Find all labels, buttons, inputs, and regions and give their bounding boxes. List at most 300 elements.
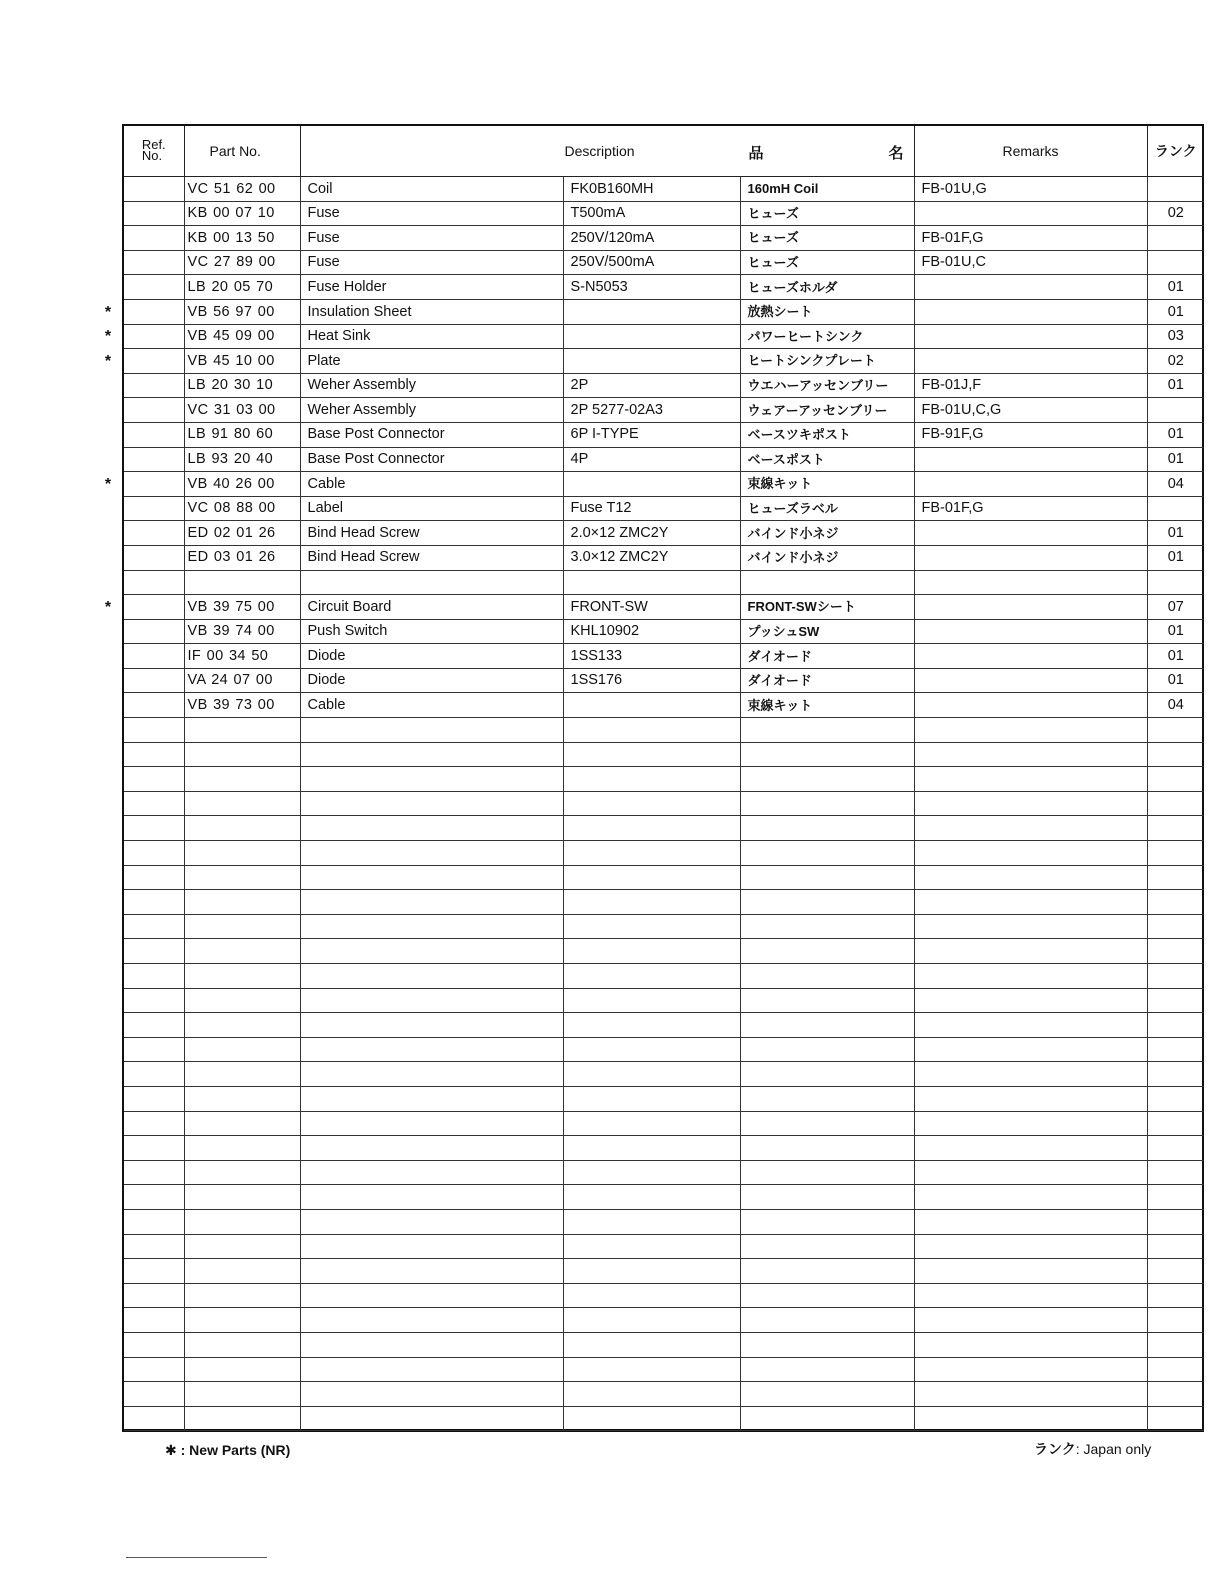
- cell-ref-no: [124, 619, 184, 644]
- legend-rank: [1034, 1439, 1151, 1459]
- empty-cell: [300, 1234, 563, 1259]
- empty-cell: [914, 1259, 1147, 1284]
- empty-cell: [740, 1283, 914, 1308]
- empty-cell: [184, 742, 300, 767]
- cell-ref-no: [124, 521, 184, 546]
- parts-list-sheet: [122, 124, 1204, 1432]
- empty-cell: [914, 767, 1147, 792]
- cell-part-no: VC 27 89 00: [184, 250, 300, 275]
- cell-ref-no: [124, 275, 184, 300]
- empty-cell: [1147, 890, 1204, 915]
- cell-part-no: VB 39 74 00: [184, 619, 300, 644]
- legend-rank-note: : Japan only: [1075, 1441, 1152, 1457]
- cell-rank: [1147, 250, 1204, 275]
- empty-cell: [563, 816, 740, 841]
- empty-cell: [184, 890, 300, 915]
- cell-rank: [1147, 177, 1204, 202]
- empty-cell: [563, 1013, 740, 1038]
- cell-japanese-name: バインド小ネジ: [740, 545, 914, 570]
- empty-cell: [124, 1382, 184, 1407]
- empty-cell: [740, 1013, 914, 1038]
- empty-cell: [184, 1062, 300, 1087]
- table-row: [124, 177, 1204, 202]
- cell-part-no: LB 20 05 70: [184, 275, 300, 300]
- cell-ref-no: [124, 422, 184, 447]
- empty-cell: [1147, 1037, 1204, 1062]
- cell-spec: [563, 570, 740, 595]
- table-body: [124, 177, 1204, 1431]
- empty-cell: [124, 1259, 184, 1284]
- empty-cell: [914, 939, 1147, 964]
- cell-description: Base Post Connector: [300, 422, 563, 447]
- empty-cell: [914, 1086, 1147, 1111]
- empty-cell: [300, 1382, 563, 1407]
- empty-table-row: [124, 1259, 1204, 1284]
- table-row: [124, 521, 1204, 546]
- cell-rank: [1147, 496, 1204, 521]
- header-remarks: Remarks: [914, 126, 1147, 177]
- cell-japanese-name: 放熱シート: [740, 299, 914, 324]
- empty-cell: [300, 1062, 563, 1087]
- empty-cell: [740, 1086, 914, 1111]
- empty-cell: [563, 1062, 740, 1087]
- empty-cell: [563, 988, 740, 1013]
- empty-cell: [300, 865, 563, 890]
- empty-cell: [563, 742, 740, 767]
- cell-spec: FRONT-SW: [563, 595, 740, 620]
- cell-part-no: VA 24 07 00: [184, 668, 300, 693]
- empty-cell: [300, 1111, 563, 1136]
- empty-cell: [1147, 1013, 1204, 1038]
- cell-rank: 01: [1147, 447, 1204, 472]
- empty-cell: [300, 1086, 563, 1111]
- empty-cell: [184, 1136, 300, 1161]
- cell-spec: T500mA: [563, 201, 740, 226]
- cell-ref-no: [124, 177, 184, 202]
- cell-part-no: KB 00 07 10: [184, 201, 300, 226]
- empty-cell: [184, 1037, 300, 1062]
- empty-cell: [563, 914, 740, 939]
- cell-spec: 1SS176: [563, 668, 740, 693]
- empty-cell: [300, 988, 563, 1013]
- cell-part-no: KB 00 13 50: [184, 226, 300, 251]
- empty-cell: [914, 1013, 1147, 1038]
- cell-japanese-name: ヒートシンクプレート: [740, 349, 914, 374]
- empty-cell: [124, 1406, 184, 1431]
- empty-cell: [300, 1259, 563, 1284]
- empty-cell: [563, 767, 740, 792]
- cell-spec: [563, 324, 740, 349]
- cell-japanese-name: ウエハーアッセンブリー: [740, 373, 914, 398]
- empty-cell: [563, 1308, 740, 1333]
- empty-table-row: [124, 865, 1204, 890]
- cell-part-no: LB 91 80 60: [184, 422, 300, 447]
- empty-cell: [563, 964, 740, 989]
- cell-rank: 04: [1147, 472, 1204, 497]
- cell-remarks: [914, 570, 1147, 595]
- empty-cell: [124, 1037, 184, 1062]
- cell-part-no: VB 45 09 00: [184, 324, 300, 349]
- empty-cell: [300, 1406, 563, 1431]
- empty-cell: [184, 767, 300, 792]
- empty-cell: [563, 718, 740, 743]
- new-part-marker: *: [104, 598, 112, 616]
- empty-table-row: [124, 914, 1204, 939]
- table-row: [124, 447, 1204, 472]
- cell-description: Cable: [300, 693, 563, 718]
- cell-spec: 1SS133: [563, 644, 740, 669]
- empty-cell: [124, 964, 184, 989]
- empty-cell: [1147, 742, 1204, 767]
- empty-cell: [914, 1037, 1147, 1062]
- cell-remarks: FB-01U,C: [914, 250, 1147, 275]
- empty-table-row: [124, 1086, 1204, 1111]
- empty-cell: [1147, 1308, 1204, 1333]
- cell-description: Fuse: [300, 201, 563, 226]
- empty-cell: [740, 939, 914, 964]
- empty-cell: [184, 791, 300, 816]
- table-row: [124, 496, 1204, 521]
- new-part-marker: *: [104, 352, 112, 370]
- table-row: [124, 226, 1204, 251]
- cell-remarks: FB-01J,F: [914, 373, 1147, 398]
- empty-cell: [914, 1382, 1147, 1407]
- empty-cell: [184, 1086, 300, 1111]
- empty-cell: [1147, 816, 1204, 841]
- empty-cell: [914, 1062, 1147, 1087]
- table-row: [124, 570, 1204, 595]
- cell-part-no: VC 51 62 00: [184, 177, 300, 202]
- cell-description: [300, 570, 563, 595]
- empty-table-row: [124, 1406, 1204, 1431]
- empty-cell: [124, 1013, 184, 1038]
- header-description: [300, 126, 914, 177]
- cell-remarks: [914, 619, 1147, 644]
- cell-part-no: VC 08 88 00: [184, 496, 300, 521]
- cell-description: Bind Head Screw: [300, 521, 563, 546]
- cell-remarks: [914, 201, 1147, 226]
- cell-description: Heat Sink: [300, 324, 563, 349]
- empty-table-row: [124, 1185, 1204, 1210]
- empty-cell: [300, 791, 563, 816]
- empty-cell: [184, 1259, 300, 1284]
- empty-cell: [184, 1332, 300, 1357]
- empty-cell: [740, 1259, 914, 1284]
- empty-cell: [740, 1160, 914, 1185]
- cell-spec: KHL10902: [563, 619, 740, 644]
- cell-ref-no: [124, 668, 184, 693]
- empty-cell: [740, 988, 914, 1013]
- cell-japanese-name: ダイオード: [740, 644, 914, 669]
- table-row: [124, 472, 1204, 497]
- cell-japanese-name: パワーヒートシンク: [740, 324, 914, 349]
- cell-part-no: VC 31 03 00: [184, 398, 300, 423]
- empty-cell: [300, 890, 563, 915]
- empty-cell: [124, 939, 184, 964]
- empty-table-row: [124, 1332, 1204, 1357]
- empty-cell: [740, 742, 914, 767]
- empty-cell: [300, 939, 563, 964]
- header-ref-no: [124, 126, 184, 177]
- empty-cell: [1147, 1111, 1204, 1136]
- header-japanese-name-2: 名: [888, 145, 904, 162]
- cell-description: Fuse: [300, 250, 563, 275]
- empty-cell: [300, 1185, 563, 1210]
- cell-ref-no: [124, 201, 184, 226]
- cell-remarks: [914, 275, 1147, 300]
- table-row: [124, 275, 1204, 300]
- empty-cell: [124, 767, 184, 792]
- cell-spec: 250V/500mA: [563, 250, 740, 275]
- cell-description: Fuse: [300, 226, 563, 251]
- empty-cell: [914, 718, 1147, 743]
- empty-cell: [914, 841, 1147, 866]
- empty-table-row: [124, 1013, 1204, 1038]
- cell-japanese-name: ヒューズ: [740, 201, 914, 226]
- cell-rank: 01: [1147, 668, 1204, 693]
- empty-cell: [124, 1111, 184, 1136]
- parts-table: [124, 126, 1204, 1431]
- cell-part-no: LB 93 20 40: [184, 447, 300, 472]
- cell-ref-no: [124, 472, 184, 497]
- empty-cell: [184, 1308, 300, 1333]
- empty-cell: [1147, 1234, 1204, 1259]
- empty-table-row: [124, 791, 1204, 816]
- cell-rank: 01: [1147, 521, 1204, 546]
- cell-part-no: [184, 570, 300, 595]
- empty-cell: [1147, 1185, 1204, 1210]
- cell-rank: [1147, 570, 1204, 595]
- empty-cell: [563, 1111, 740, 1136]
- cell-ref-no: [124, 644, 184, 669]
- empty-cell: [563, 865, 740, 890]
- empty-cell: [740, 1136, 914, 1161]
- new-part-marker: *: [104, 328, 112, 346]
- empty-cell: [1147, 1332, 1204, 1357]
- empty-cell: [914, 1283, 1147, 1308]
- empty-cell: [1147, 939, 1204, 964]
- cell-remarks: [914, 349, 1147, 374]
- empty-cell: [300, 914, 563, 939]
- header-description-label: Description: [564, 143, 635, 159]
- cell-spec: 2.0×12 ZMC2Y: [563, 521, 740, 546]
- empty-table-row: [124, 767, 1204, 792]
- table-row: [124, 373, 1204, 398]
- footer-rule: [126, 1557, 267, 1558]
- empty-cell: [914, 964, 1147, 989]
- empty-cell: [124, 865, 184, 890]
- cell-remarks: [914, 644, 1147, 669]
- empty-cell: [184, 865, 300, 890]
- cell-ref-no: [124, 226, 184, 251]
- cell-spec: 6P I-TYPE: [563, 422, 740, 447]
- empty-cell: [740, 841, 914, 866]
- empty-cell: [563, 1234, 740, 1259]
- empty-cell: [1147, 841, 1204, 866]
- cell-rank: 01: [1147, 545, 1204, 570]
- empty-cell: [1147, 1382, 1204, 1407]
- new-part-marker: *: [104, 303, 112, 321]
- cell-description: Insulation Sheet: [300, 299, 563, 324]
- cell-rank: 01: [1147, 619, 1204, 644]
- empty-table-row: [124, 988, 1204, 1013]
- empty-cell: [300, 841, 563, 866]
- empty-cell: [124, 816, 184, 841]
- empty-cell: [300, 718, 563, 743]
- empty-cell: [740, 1332, 914, 1357]
- empty-cell: [563, 1259, 740, 1284]
- cell-description: Weher Assembly: [300, 398, 563, 423]
- empty-table-row: [124, 1382, 1204, 1407]
- empty-cell: [740, 1406, 914, 1431]
- empty-cell: [914, 742, 1147, 767]
- empty-cell: [563, 1283, 740, 1308]
- empty-cell: [740, 1382, 914, 1407]
- cell-spec: [563, 693, 740, 718]
- empty-cell: [300, 767, 563, 792]
- empty-table-row: [124, 1136, 1204, 1161]
- empty-table-row: [124, 890, 1204, 915]
- cell-japanese-name: ベースツキポスト: [740, 422, 914, 447]
- empty-cell: [563, 890, 740, 915]
- cell-part-no: LB 20 30 10: [184, 373, 300, 398]
- empty-cell: [184, 964, 300, 989]
- table-row: [124, 201, 1204, 226]
- cell-rank: [1147, 226, 1204, 251]
- cell-ref-no: [124, 570, 184, 595]
- empty-cell: [914, 1136, 1147, 1161]
- cell-ref-no: [124, 496, 184, 521]
- cell-remarks: [914, 447, 1147, 472]
- cell-ref-no: [124, 545, 184, 570]
- empty-cell: [124, 1136, 184, 1161]
- new-part-marker: *: [104, 475, 112, 493]
- empty-cell: [124, 914, 184, 939]
- empty-table-row: [124, 1283, 1204, 1308]
- cell-remarks: [914, 595, 1147, 620]
- empty-cell: [914, 1185, 1147, 1210]
- empty-cell: [740, 767, 914, 792]
- empty-cell: [914, 1209, 1147, 1234]
- cell-rank: 03: [1147, 324, 1204, 349]
- cell-ref-no: [124, 299, 184, 324]
- empty-cell: [563, 841, 740, 866]
- empty-cell: [563, 1160, 740, 1185]
- cell-japanese-name: プッシュSW: [740, 619, 914, 644]
- empty-cell: [1147, 1136, 1204, 1161]
- empty-cell: [563, 1406, 740, 1431]
- cell-japanese-name: 160mH Coil: [740, 177, 914, 202]
- cell-spec: 3.0×12 ZMC2Y: [563, 545, 740, 570]
- cell-japanese-name: バインド小ネジ: [740, 521, 914, 546]
- empty-cell: [300, 816, 563, 841]
- cell-japanese-name: ヒューズ: [740, 250, 914, 275]
- table-row: [124, 398, 1204, 423]
- empty-cell: [124, 1234, 184, 1259]
- table-row: [124, 619, 1204, 644]
- empty-cell: [914, 914, 1147, 939]
- empty-cell: [124, 1332, 184, 1357]
- empty-table-row: [124, 816, 1204, 841]
- empty-cell: [740, 865, 914, 890]
- empty-cell: [300, 1037, 563, 1062]
- empty-cell: [563, 1332, 740, 1357]
- empty-cell: [914, 1111, 1147, 1136]
- cell-description: Plate: [300, 349, 563, 374]
- legend-new-parts: ✱ : New Parts (NR): [165, 1442, 291, 1458]
- empty-cell: [740, 964, 914, 989]
- empty-table-row: [124, 1062, 1204, 1087]
- empty-cell: [184, 718, 300, 743]
- cell-part-no: ED 03 01 26: [184, 545, 300, 570]
- cell-japanese-name: [740, 570, 914, 595]
- empty-cell: [300, 1308, 563, 1333]
- header-japanese-name-1: 品: [748, 145, 764, 162]
- empty-cell: [124, 1357, 184, 1382]
- cell-rank: 02: [1147, 349, 1204, 374]
- cell-ref-no: [124, 398, 184, 423]
- cell-rank: 02: [1147, 201, 1204, 226]
- cell-remarks: [914, 324, 1147, 349]
- empty-cell: [1147, 1086, 1204, 1111]
- empty-cell: [300, 1160, 563, 1185]
- cell-rank: 01: [1147, 422, 1204, 447]
- table-row: [124, 349, 1204, 374]
- empty-cell: [914, 1406, 1147, 1431]
- cell-remarks: [914, 545, 1147, 570]
- cell-rank: [1147, 398, 1204, 423]
- cell-part-no: VB 40 26 00: [184, 472, 300, 497]
- empty-cell: [184, 841, 300, 866]
- cell-description: Label: [300, 496, 563, 521]
- cell-spec: S-N5053: [563, 275, 740, 300]
- cell-description: Push Switch: [300, 619, 563, 644]
- empty-cell: [124, 1209, 184, 1234]
- cell-description: Circuit Board: [300, 595, 563, 620]
- header-part-no: Part No.: [184, 126, 300, 177]
- empty-cell: [184, 1160, 300, 1185]
- empty-cell: [740, 1357, 914, 1382]
- empty-cell: [300, 964, 563, 989]
- cell-spec: [563, 349, 740, 374]
- empty-cell: [914, 890, 1147, 915]
- cell-remarks: FB-91F,G: [914, 422, 1147, 447]
- empty-cell: [1147, 1406, 1204, 1431]
- empty-cell: [1147, 791, 1204, 816]
- cell-rank: 01: [1147, 373, 1204, 398]
- cell-japanese-name: ダイオード: [740, 668, 914, 693]
- empty-cell: [184, 1406, 300, 1431]
- header-ref-line1: Ref.: [141, 137, 166, 152]
- table-row: [124, 422, 1204, 447]
- cell-remarks: [914, 299, 1147, 324]
- cell-ref-no: [124, 595, 184, 620]
- empty-cell: [563, 791, 740, 816]
- table-row: [124, 595, 1204, 620]
- cell-spec: [563, 472, 740, 497]
- empty-cell: [124, 841, 184, 866]
- cell-remarks: FB-01U,C,G: [914, 398, 1147, 423]
- empty-cell: [740, 718, 914, 743]
- cell-remarks: [914, 693, 1147, 718]
- cell-japanese-name: 束線キット: [740, 472, 914, 497]
- empty-cell: [740, 1234, 914, 1259]
- cell-rank: 04: [1147, 693, 1204, 718]
- empty-cell: [563, 1136, 740, 1161]
- empty-cell: [1147, 964, 1204, 989]
- empty-cell: [914, 865, 1147, 890]
- empty-cell: [740, 890, 914, 915]
